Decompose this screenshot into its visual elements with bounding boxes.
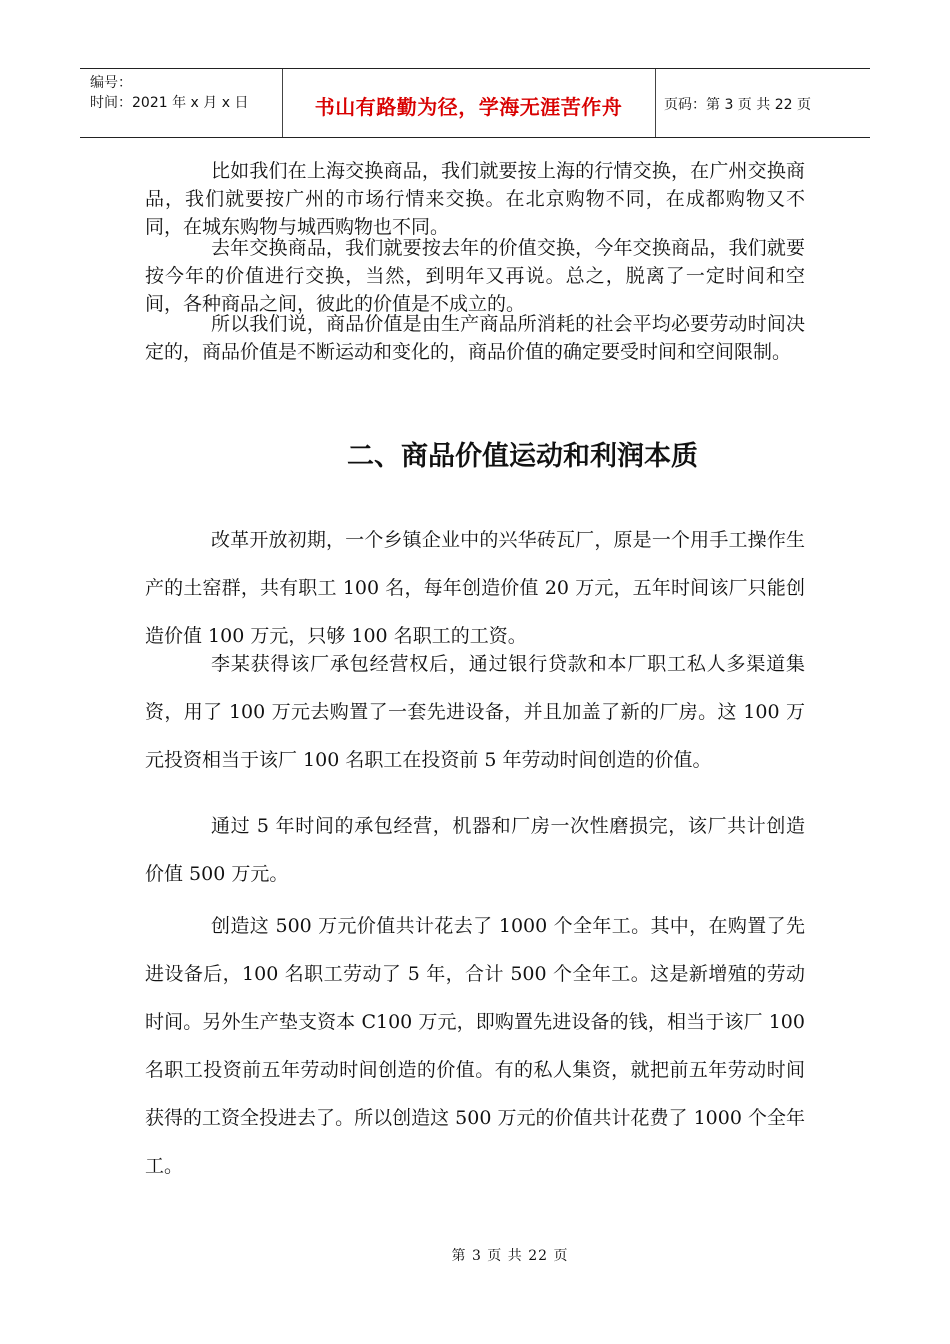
paragraph: 改革开放初期，一个乡镇企业中的兴华砖瓦厂，原是一个用手工操作生产的土窑群，共有职工 100 名，每年创造价值 20 万元，五年时间该厂只能创造价值 100 万元，只够 100 名职工的工资。 — [145, 529, 805, 647]
header-page-info: 页码：第 3 页 共 22 页 — [664, 97, 811, 113]
paragraph: 李某获得该厂承包经营权后，通过银行贷款和本厂职工私人多渠道集资，用了 100 万元去购置了一套先进设备，并且加盖了新的厂房。这 100 万元投资相当于该厂 100 名职工在投资前 5 年劳动时间创造的价值。 — [145, 653, 805, 771]
serial-label: 编号： — [90, 75, 132, 91]
section-title: 二、商品价值运动和利润本质 — [347, 441, 698, 472]
paragraph: 去年交换商品，我们就要按去年的价值交换，今年交换商品，我们就要按今年的价值进行交换，当然，到明年又再说。总之，脱离了一定时间和空间，各种商品之间，彼此的价值是不成立的。 — [145, 237, 805, 315]
header-divider — [655, 69, 656, 137]
page-footer: 第 3 页 共 22 页 — [451, 1248, 569, 1264]
paragraph: 比如我们在上海交换商品，我们就要按上海的行情交换，在广州交换商品，我们就要按广州的市场行情来交换。在北京购物不同，在成都购物又不同，在城东购物与城西购物也不同。 — [145, 160, 805, 238]
header-table — [80, 68, 870, 138]
paragraph: 创造这 500 万元价值共计花去了 1000 个全年工。其中，在购置了先进设备后，100 名职工劳动了 5 年，合计 500 个全年工。这是新增殖的劳动时间。另外生产垫支资本 C100 万元，即购置先进设备的钱，相当于该厂 100 名职工投资前五年劳动时间创造的价值。有的私人集资，就把前五年劳动时间获得的工资全投进去了。所以创造这 500 万元的价值共计花费了 1000 个全年工。 — [145, 915, 805, 1177]
time-label: 时间：2021 年 x 月 x 日 — [90, 95, 249, 111]
paragraph: 所以我们说，商品价值是由生产商品所消耗的社会平均必要劳动时间决定的，商品价值是不断运动和变化的，商品价值的确定要受时间和空间限制。 — [145, 313, 805, 363]
header-meta — [90, 73, 280, 113]
paragraph: 通过 5 年时间的承包经营，机器和厂房一次性磨损完，该厂共计创造价值 500 万元。 — [145, 815, 805, 885]
header-motto: 书山有路勤为径，学海无涯苦作舟 — [314, 95, 623, 119]
